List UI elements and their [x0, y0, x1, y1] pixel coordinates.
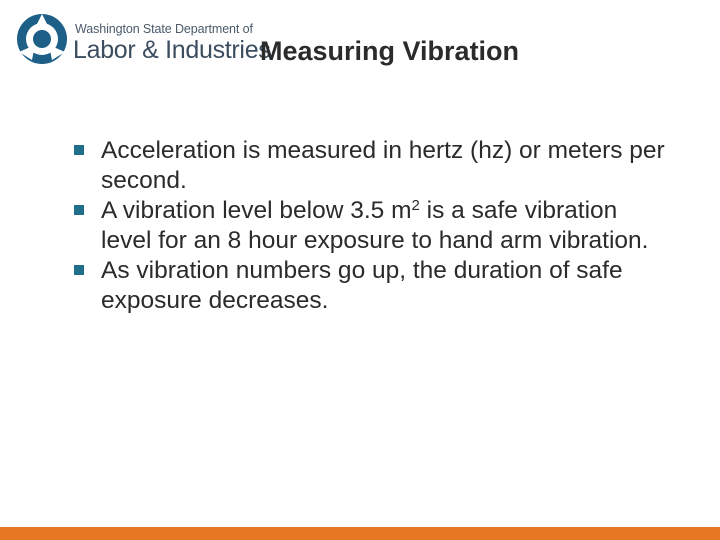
- bullet-item: [74, 256, 674, 316]
- superscript-exponent: 2: [411, 197, 420, 214]
- square-bullet-icon: [74, 205, 84, 215]
- bullet-text: Acceleration is measured in hertz (hz) or meters per second.: [101, 137, 665, 194]
- bullet-list: [74, 136, 674, 316]
- bullet-text: [101, 197, 648, 254]
- logo-agency-name: Labor & Industries: [73, 36, 271, 64]
- footer-accent-bar: [0, 527, 720, 540]
- agency-logo: [16, 12, 271, 72]
- square-bullet-icon: [74, 265, 84, 275]
- logo-agency-line: Washington State Department of: [75, 22, 253, 36]
- bullet-item: [74, 136, 674, 196]
- slide-title: Measuring Vibration: [260, 36, 520, 66]
- bullet-text-after: is a safe vibration level for an 8 hour exposure to hand arm vibration.: [101, 197, 649, 254]
- logo-mark-icon: [16, 12, 68, 66]
- square-bullet-icon: [74, 145, 84, 155]
- bullet-text-before: A vibration level below 3.5 m: [101, 197, 412, 224]
- bullet-text: As vibration numbers go up, the duration of safe exposure decreases.: [101, 257, 623, 314]
- bullet-item: [74, 196, 674, 256]
